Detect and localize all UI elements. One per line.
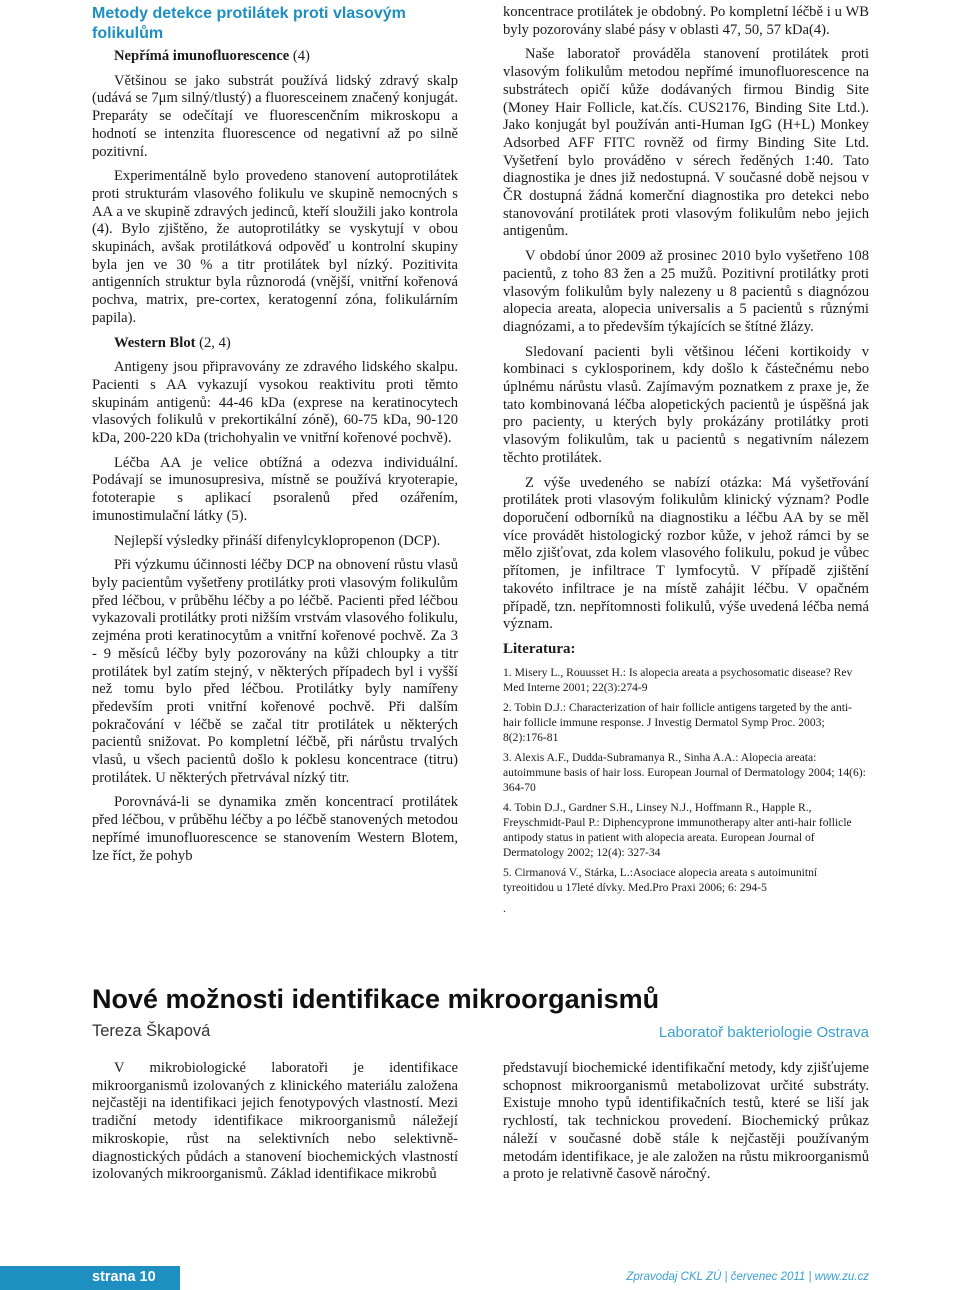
paragraph: Nejlepší výsledky přináší difenylcyklopropenon (DCP). (114, 532, 441, 549)
reference-item: 5. Cirmanová V., Stárka, L.:Asociace alopecia areata s autoimunitní tyreoitidou u 17leté dívky. Med.Pro Praxi 2006; 6: 294-5 (503, 865, 818, 894)
paragraph: V mikrobiologické laboratoři je identifikace mikroorganismů izolovaných z klinického materiálu založena nejčastěji na identifikaci jejich fenotypových vlastností. Mezi tradiční metody identifikace mikroorganismů náležejí mikroskopie, růst na selektivních nebo selektivně-diagnostických půdách a stanovení biochemických vlastností izolovaných mikroorganismů. Základ identifikace mikrobů (92, 1060, 458, 1183)
literature-heading: Literatura: (503, 640, 576, 657)
paragraph: koncentrace protilátek je obdobný. Po kompletní léčbě i u WB byly pozorovány slabé pásy v oblasti 47, 50, 57 kDa(4). (503, 4, 869, 38)
page-number: strana 10 (92, 1269, 156, 1285)
author-affiliation: Laboratoř bakteriologie Ostrava (658, 1024, 869, 1041)
paragraph: Antigeny jsou připravovány ze zdravého lidského skalpu. Pacienti s AA vykazují vysokou reaktivitu proti těmto skupinám antigenů: 44-46 kDa (exprese na keratinocytech vlasových folikulů v prekortikální zóně), 60-75 kDa, 90-120 kDa, 200-220 kDa (trichohyalin ve vnitřní kořenové pochvě). (92, 359, 458, 447)
paragraph: Naše laboratoř prováděla stanovení protilátek proti vlasovým folikulům metodou nepřímé imunofluorescence na substrátech opičí kůže dodávaných firmou Bindig Site (Money Hair Follicle, kat.čís. CUS2176, Binding Site Ltd.). Jako konjugát byl používán anti-Human IgG (H+L) Monkey Adsorbed AFF FITC rovněž od firmy Binding Site Ltd. Vyšetření bylo prováděno v sérech ředěných 1:40. Tato diagnostika je dnes již nedostupná. V současné době nejsou v ČR dostupná žádná komerční diagnostika pro detekci nebo stanovování protilátek proti vlasovým folikulům nebo jejich antigenům. (503, 46, 869, 240)
left-column (92, 4, 458, 872)
western-blot-heading-text: Western Blot (114, 334, 196, 351)
paragraph: Sledovaní pacienti byli většinou léčeni kortikoidy v kombinaci s cyklosporinem, kdy došlo k částečnému nebo úplnému nárůstu vlasů. Zajímavým poznatkem z praxe je, že tato kombinovaná léčba alopetických pacientů je úspěšná jak pro pacienty, u kterých byly prokázány protilátky proti vlasovým folikulům, tak u pacientů s negativním nálezem těchto protilátek. (503, 343, 869, 466)
reference-item: 2. Tobin D.J.: Characterization of hair follicle antigens targeted by the anti-hair follicle immune response. J Investig Dermatol Symp Proc. 2003; 8(2):176-81 (503, 700, 853, 744)
paragraph: Při výzkumu účinnosti léčby DCP na obnovení růstu vlasů byly pacientům vyšetřeny protilátky proti vlasovým folikulům před léčbou, v průběhu léčby a po léčbě. Pacienti před léčbou vykazovali protilátky proti nižším vrstvám vlasového folikulu, zejména proti keratinocytům a vnitřní kořenové pochvě. Za 3 - 9 měsíců léčby byly pozorovány na kůži chloupky a titr protilátek byl zatím stejný, v některých případech byl i vyšší než tomu bylo před léčbou. Protilátky byly namířeny především proti vnitřní kořenové pochvě. Při dalším pokračování v léčbě se začal titr protilátek u některých pacientů snižovat. Po kompletní léčbě, při nárůstu trvalých vlasů, u všech pacientů došlo k poklesu koncentrace (titru) protilátek. U některých přetrvával nízký titr. (92, 557, 458, 786)
reference-item: 1. Misery L., Rouusset H.: Is alopecia areata a psychosomatic disease? Rev Med Interne 2001; 22(3):274-9 (503, 665, 853, 694)
paragraph: Porovnává-li se dynamika změn koncentrací protilátek před léčbou, v průběhu léčby a po léčbě stanovených metodou nepřímé imunofluorescence se stanovením Western Blotem, lze říct, že pohyb (92, 794, 458, 864)
footer-publication: Zpravodaj CKL ZÚ | červenec 2011 | www.zu.cz (626, 1271, 869, 1283)
section-title: Metody detekce protilátek proti vlasovým folikulům (92, 5, 406, 42)
paragraph: Experimentálně bylo provedeno stanovení autoprotilátek proti strukturám vlasového folikulu ve skupině nemocných s AA a ve skupině zdravých jedinců, kteří sloužili jako kontrola (4). Bylo zjištěno, že autoprotilátky se vyskytují v obou skupinách, avšak protilátková odpověď u kontrolní skupiny byla jen ve 30 % a titr protilátek byl nízký. Pozitivita antigenních struktur byla různorodá (vnější, vnitřní kořenová pochva, matrix, pre-cortex, keratogenní zóna, folikulárním papila). (92, 168, 458, 326)
trailing-dot: . (503, 900, 506, 915)
article-body-left (92, 1060, 458, 1184)
author-name: Tereza Škapová (92, 1022, 211, 1040)
paragraph: představují biochemické identifikační metody, kdy zjišťujeme schopnost mikroorganismů metabolizovat určité substráty. Existuje mnoho typů identifikačních testů, které se liší jak rychlostí, tak technickou provedení. Biochemický průkaz náleží v současné době stále k nejčastěji používaným metodám identifikace, je ale založen na růstu mikroorganismů a proto je relativně časově náročný. (503, 1060, 869, 1183)
paragraph: Většinou se jako substrát používá lidský zdravý skalp (udává se 7μm silný/tlustý) a fluoresceinem značený konjugát. Preparáty se odečítají ve fluorescenčním mikroskopu a hodnotí se intenzita fluorescence od negativní až po silně pozitivní. (92, 72, 458, 160)
western-blot-ref: (2, 4) (199, 334, 231, 351)
paragraph: Z výše uvedeného se nabízí otázka: Má vyšetřování protilátek proti vlasovým folikulům klinický význam? Podle doporučení odborníků na diagnostiku a léčbu AA by se měl více provádět histologický rozbor kůže, v jehož rámci by se mělo zjišťovat, zda kolem vlasového folikulu, pokud je vůbec přítomen, je infiltrace T lymfocytů. V případě zjištění takovéto infiltrace je na místě zahájit léčbu. V opačném případě, tzn. nepřítomnosti folikulů, výše uvedená léčba nemá význam. (503, 474, 869, 633)
paragraph: Léčba AA je velice obtížná a odezva individuální. Podávají se imunosupresiva, místně se používá kryoterapie, fototerapie s aplikací psoralenů před ozářením, imunostimulační látky (5). (92, 454, 458, 524)
reference-list (503, 665, 869, 895)
article-title: Nové možnosti identifikace mikroorganismů (92, 984, 660, 1014)
reference-item: 4. Tobin D.J., Gardner S.H., Linsey N.J., Hoffmann R., Happle R., Freyschmidt-Paul P.: Diphencyprone immunotherapy alter anti-hair follicle antipody status in patient with alopecia areata. European Journal of Dermatology 2002; 12(4): 327-34 (503, 800, 852, 859)
paragraph: V období únor 2009 až prosinec 2010 bylo vyšetřeno 108 pacientů, z toho 83 žen a 25 mužů. Pozitivní protilátky proti vlasovým folikulům byly nalezeny u 8 pacientů s diagnózou alopecia areata, alopecia universalis a 5 pacientů s různými diagnózami, a to především týkajících se štítné žlázy. (503, 248, 869, 335)
reference-item: 3. Alexis A.F., Dudda-Subramanya R., Sinha A.A.: Alopecia areata: autoimmune basis of hair loss. European Journal of Dermatology 2004; 14(6): 364-70 (503, 750, 866, 794)
western-blot-heading (92, 335, 458, 353)
indirect-if-heading-text: Nepřímá imunofluorescence (114, 48, 290, 64)
indirect-if-ref: (4) (292, 48, 310, 64)
indirect-if-heading (92, 48, 458, 66)
article-body-right (503, 1060, 869, 1184)
right-column (503, 4, 869, 917)
